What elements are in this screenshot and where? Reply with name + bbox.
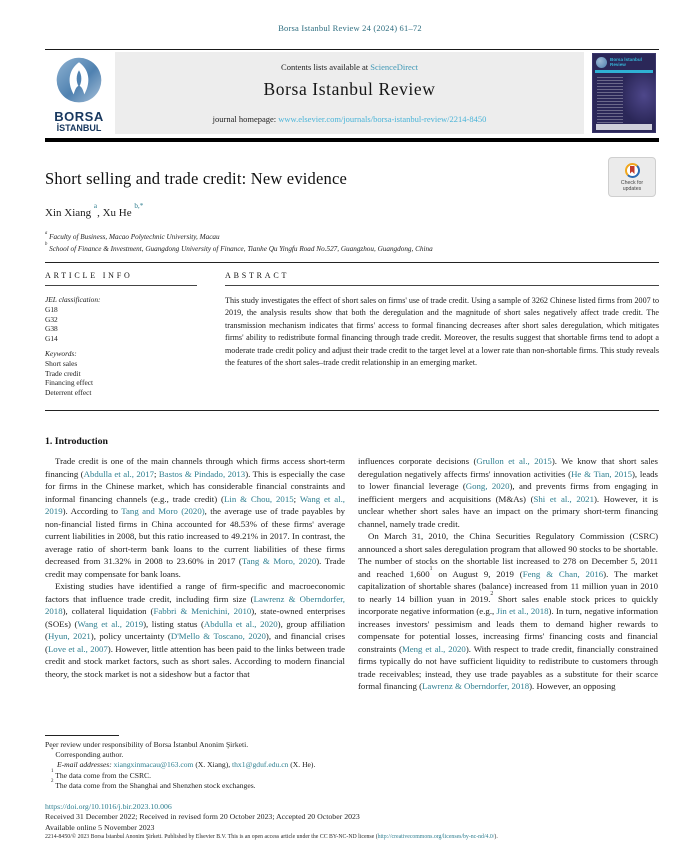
text-segment: Contents lists available at: [281, 62, 371, 72]
citation-link[interactable]: b,*: [134, 202, 144, 211]
text-segment: Existing studies have identified a range of firm-specific and macroeconomic factors that influence trade credit, including firm size (: [45, 581, 345, 604]
info-block-bottom-rule: [45, 410, 659, 411]
body-column-left: [45, 455, 345, 680]
paragraph: [358, 530, 658, 693]
cover-bottom-strip: [596, 124, 652, 130]
text-segment: The data come from the CSRC.: [53, 770, 151, 780]
corresponding-author-note: [45, 750, 659, 760]
jel-code: G14: [45, 334, 58, 344]
logo-text-borsa: BORSA: [54, 109, 104, 124]
footnote-2: [45, 781, 659, 791]
citation-link[interactable]: Tang & Moro, 2020: [241, 556, 317, 566]
journal-cover-thumbnail: [592, 53, 656, 133]
text-segment: (X. He).: [288, 760, 316, 770]
citation-link[interactable]: Shi et al., 2021: [533, 493, 594, 504]
text-segment: Trade credit is one of the main channels through which firms access short-term financing (: [45, 456, 345, 479]
text-segment: Faculty of Business, Macao Polytechnic University, Macau: [47, 233, 220, 241]
keyword: Short sales: [45, 358, 78, 368]
available-online-line: Available online 5 November 2023: [45, 822, 155, 832]
citation-link[interactable]: Bastos & Pindado, 2013: [158, 468, 246, 479]
copyright-line: [45, 834, 659, 841]
jel-code: G32: [45, 314, 58, 324]
text-segment: ). However, little attention has been paid to the links between trade credit and stock market factors, such as short sales. According to modern financial theory, the stock market is not a sideshow but a factor that: [45, 643, 345, 679]
text-segment: ), group affiliation (: [45, 618, 345, 641]
affiliations: [45, 232, 645, 255]
logo-text-istanbul: İSTANBUL: [56, 123, 102, 133]
text-segment: Short sales enable stock prices to quickly incorporate negative information (e.g.,: [358, 593, 658, 616]
affiliation-a: [45, 232, 645, 244]
abstract-rule: [225, 285, 659, 286]
crossmark-bookmark-icon: [630, 166, 635, 174]
jel-classification-label: JEL classification:: [45, 295, 101, 304]
text-segment: ;: [154, 468, 159, 479]
jel-code: G18: [45, 304, 58, 314]
citation-link[interactable]: Feng & Chan, 2016: [522, 568, 604, 579]
footnote-block: [45, 735, 659, 791]
citation-link[interactable]: Lawrenz & Oberndorfer, 2018: [45, 593, 345, 616]
text-segment: On March 31, 2010, the China Securities Regulatory Commission (CSRC) announced a short sales deregulation program that allowed 90 stocks to be shortable. The number of stocks on the shortable list increased to 278 on December 5, 2011 and reached 1,600: [358, 531, 658, 579]
text-segment: ), and financial crises (: [45, 631, 346, 654]
abstract-text: This study investigates the effect of short sales on firms' use of trade credit. Using a sample of 3262 Chinese listed firms from 2007 to 2019, the analysis results show that both the deregulation and the magnitude of short sales negatively affect trade credit. The transmission mechanism indicates that firms' access to formal financing decreases after short sales deregulation, which mitigates firms' ability to redistribute formal financing through trade credit. Moreover, the results suggest that shortable firms tend to adopt a moderate trade credit policy and adjust their trade credit to the target level at a lower rate than non-shortable firms. This study reveals the features of the short sales–trade credit relationship in an emerging market.: [225, 296, 660, 368]
text-segment: The data come from the Shanghai and Shenzhen stock exchanges.: [53, 780, 256, 790]
text-segment: ). With respect to trade credit, financially constrained firms typically do not have sufficient liquidity to redistribute to customers through trade receivables; instead, they use trade payables as a substitute for their scarce formal financing (: [358, 643, 658, 691]
cover-swoosh-decoration: [616, 73, 656, 129]
paragraph: [358, 455, 658, 530]
crossmark-icon: [625, 163, 640, 178]
license-link[interactable]: http://creativecommons.org/licenses/by-nc-nd/4.0/: [377, 834, 495, 841]
header-top-rule: [45, 49, 659, 50]
abstract-column: [225, 271, 659, 370]
text-segment: *: [51, 748, 54, 754]
text-segment: ). We know that short sales deregulation negatively affects firms' innovation activities (: [358, 456, 658, 479]
text-segment: influences corporate decisions (: [358, 456, 477, 466]
text-segment: ). However, it is unclear whether short sales have an impact on the primary short-term financing channel, namely trade credit.: [358, 493, 658, 529]
text-segment: 1: [429, 566, 433, 573]
check-for-updates-badge[interactable]: [608, 157, 656, 197]
text-segment: ). This is especially the case for firms in the Chinese market, which has considerable financial constraints and informal financing channels (e.g., trade credit) (: [45, 468, 345, 504]
citation-link[interactable]: Love et al., 2007: [47, 643, 108, 654]
citation-link[interactable]: Hyun, 2021: [47, 631, 91, 641]
cover-title: Borsa İstanbul Review: [610, 57, 642, 68]
jel-code: G38: [45, 324, 58, 334]
citation-link[interactable]: Jin et al., 2018: [496, 606, 549, 616]
text-segment: E-mail addresses:: [57, 760, 114, 770]
check-for-updates-label: Check for updates: [620, 179, 644, 192]
citation-link[interactable]: Abdulla et al., 2020: [203, 618, 278, 629]
article-info-column: [45, 271, 197, 398]
citation-link[interactable]: He & Tian, 2015: [571, 468, 632, 479]
masthead-banner: [115, 52, 584, 134]
text-segment: ). In turn, negative information increases investors' pessimism and leads them to demand higher rewards to compensate for potential losses, increasing firms' financing costs and financial constraints (: [358, 606, 659, 654]
affiliation-b: [45, 244, 645, 256]
text-segment: ), listing status (: [143, 618, 204, 629]
keyword: Deterrent effect: [45, 388, 92, 398]
citation-link[interactable]: Gong, 2020: [465, 481, 510, 491]
text-segment: Corresponding author.: [53, 750, 124, 760]
citation-link[interactable]: a: [93, 202, 98, 211]
keyword: Trade credit: [45, 368, 81, 378]
article-title: Short selling and trade credit: New evidence: [45, 169, 348, 188]
text-segment: School of Finance & Investment, Guangdong University of Finance, Tianhe Qu Yingfu Road No.527, Guangzhou, Guangdong, China: [47, 244, 433, 253]
text-segment: (X. Xiang),: [193, 760, 233, 770]
cover-logo-icon: [596, 57, 607, 68]
citation-link[interactable]: Abdulla et al., 2017: [83, 468, 154, 479]
text-segment: ).: [494, 834, 498, 841]
citation-link[interactable]: Wang et al., 2019: [45, 493, 346, 516]
citation-link[interactable]: Meng et al., 2020: [401, 643, 466, 654]
footnote-separator-rule: [45, 735, 119, 736]
text-segment: ), collateral liquidation (: [62, 606, 154, 616]
info-block-top-rule: [45, 262, 659, 263]
email-link[interactable]: xiangxinmacau@163.com: [113, 760, 194, 770]
citation-link[interactable]: Fabbri & Menichini, 2010: [153, 606, 252, 616]
text-segment: 1: [51, 768, 54, 774]
text-segment: ), leads to lower financial leverage (: [358, 468, 658, 491]
text-segment: 2: [490, 591, 494, 598]
text-segment: ). The market capitalization of shortable shares (balance) increased from 11 million yuan in 2010 to nearly 14 billion yuan in 2019.: [358, 568, 658, 604]
received-dates-line: Received 31 December 2022; Received in revised form 20 October 2023; Accepted 20 October 2023: [45, 812, 360, 822]
paragraph: [45, 455, 345, 580]
text-segment: ), policy uncertainty (: [90, 631, 171, 641]
journal-homepage-link[interactable]: www.elsevier.com/journals/borsa-istanbul-review/2214-8450: [278, 114, 487, 124]
body-column-right: [358, 455, 658, 693]
text-segment: on August 9, 2019 (: [432, 568, 523, 579]
keywords-label: Keywords:: [45, 348, 77, 358]
text-segment: b: [45, 242, 48, 248]
text-segment: ;: [293, 493, 300, 504]
text-segment: 2: [51, 779, 54, 785]
email-link[interactable]: thx1@gduf.edu.cn: [232, 760, 289, 770]
peer-review-note: Peer review under responsibility of Borsa İstanbul Anonim Şirketi.: [45, 740, 249, 749]
text-segment: ), state-owned enterprises (SOEs) (: [45, 606, 346, 629]
abstract-heading: ABSTRACT: [225, 271, 290, 280]
contents-list-line: [115, 62, 584, 72]
citation-link[interactable]: Tang and Moro (2020): [121, 506, 205, 516]
paragraph: [45, 580, 345, 680]
text-segment: ). Trade credit may compensate for bank loans.: [45, 556, 345, 579]
header-thick-rule: [45, 138, 659, 142]
keyword: Financing effect: [45, 378, 94, 388]
text-segment: ), and prevents firms from engaging in inefficient mergers and acquisitions (M&As) (: [358, 481, 658, 504]
text-segment: Xin Xiang: [45, 207, 94, 219]
text-segment: a: [45, 230, 48, 236]
borsa-logo-icon: [54, 56, 104, 106]
citation-link[interactable]: Wang et al., 2019: [77, 618, 144, 629]
citation-link[interactable]: D'Mello & Toscano, 2020: [170, 631, 266, 641]
borsa-istanbul-logo: [44, 56, 114, 133]
text-segment: , the average use of trade payables by non-financial listed firms in China accounted for 48.53% of these firms' average current liabilities in 2008, but this ratio increased to 49.21% in 2017. In contrast, the average ratio of short-term bank loans to the current liabilities of these firms decreased from 31.32% in 2008 to 23.60% in 2017 (: [45, 506, 345, 566]
citation-link[interactable]: Lawrenz & Oberndorfer, 2018: [422, 681, 530, 691]
text-segment: , Xu He: [97, 207, 135, 219]
text-segment: 2214-8450/© 2023 Borsa İstanbul Anonim Şirketi. Published by Elsevier B.V. This is an open access article under the CC BY-NC-ND license (: [45, 834, 378, 841]
text-segment: journal homepage:: [212, 114, 279, 124]
running-head-citation: Borsa Istanbul Review 24 (2024) 61–72: [278, 23, 422, 33]
journal-title: Borsa Istanbul Review: [263, 79, 436, 99]
email-addresses-note: [45, 760, 659, 770]
sciencedirect-link[interactable]: ScienceDirect: [370, 62, 418, 72]
doi-link[interactable]: https://doi.org/10.1016/j.bir.2023.10.006: [45, 802, 172, 811]
footnote-1: [45, 768, 659, 781]
article-info-rule: [45, 285, 197, 286]
section-heading-introduction: 1. Introduction: [45, 436, 108, 447]
citation-link[interactable]: Grullon et al., 2015: [476, 456, 552, 466]
citation-link[interactable]: Lin & Chou, 2015: [224, 493, 294, 504]
journal-homepage-line: [115, 114, 584, 124]
text-segment: ). According to: [62, 506, 122, 516]
text-segment: ). However, an opposing: [529, 681, 616, 691]
author-line: [45, 202, 144, 219]
article-info-heading: ARTICLE INFO: [45, 271, 133, 280]
article-footer: [45, 802, 659, 841]
